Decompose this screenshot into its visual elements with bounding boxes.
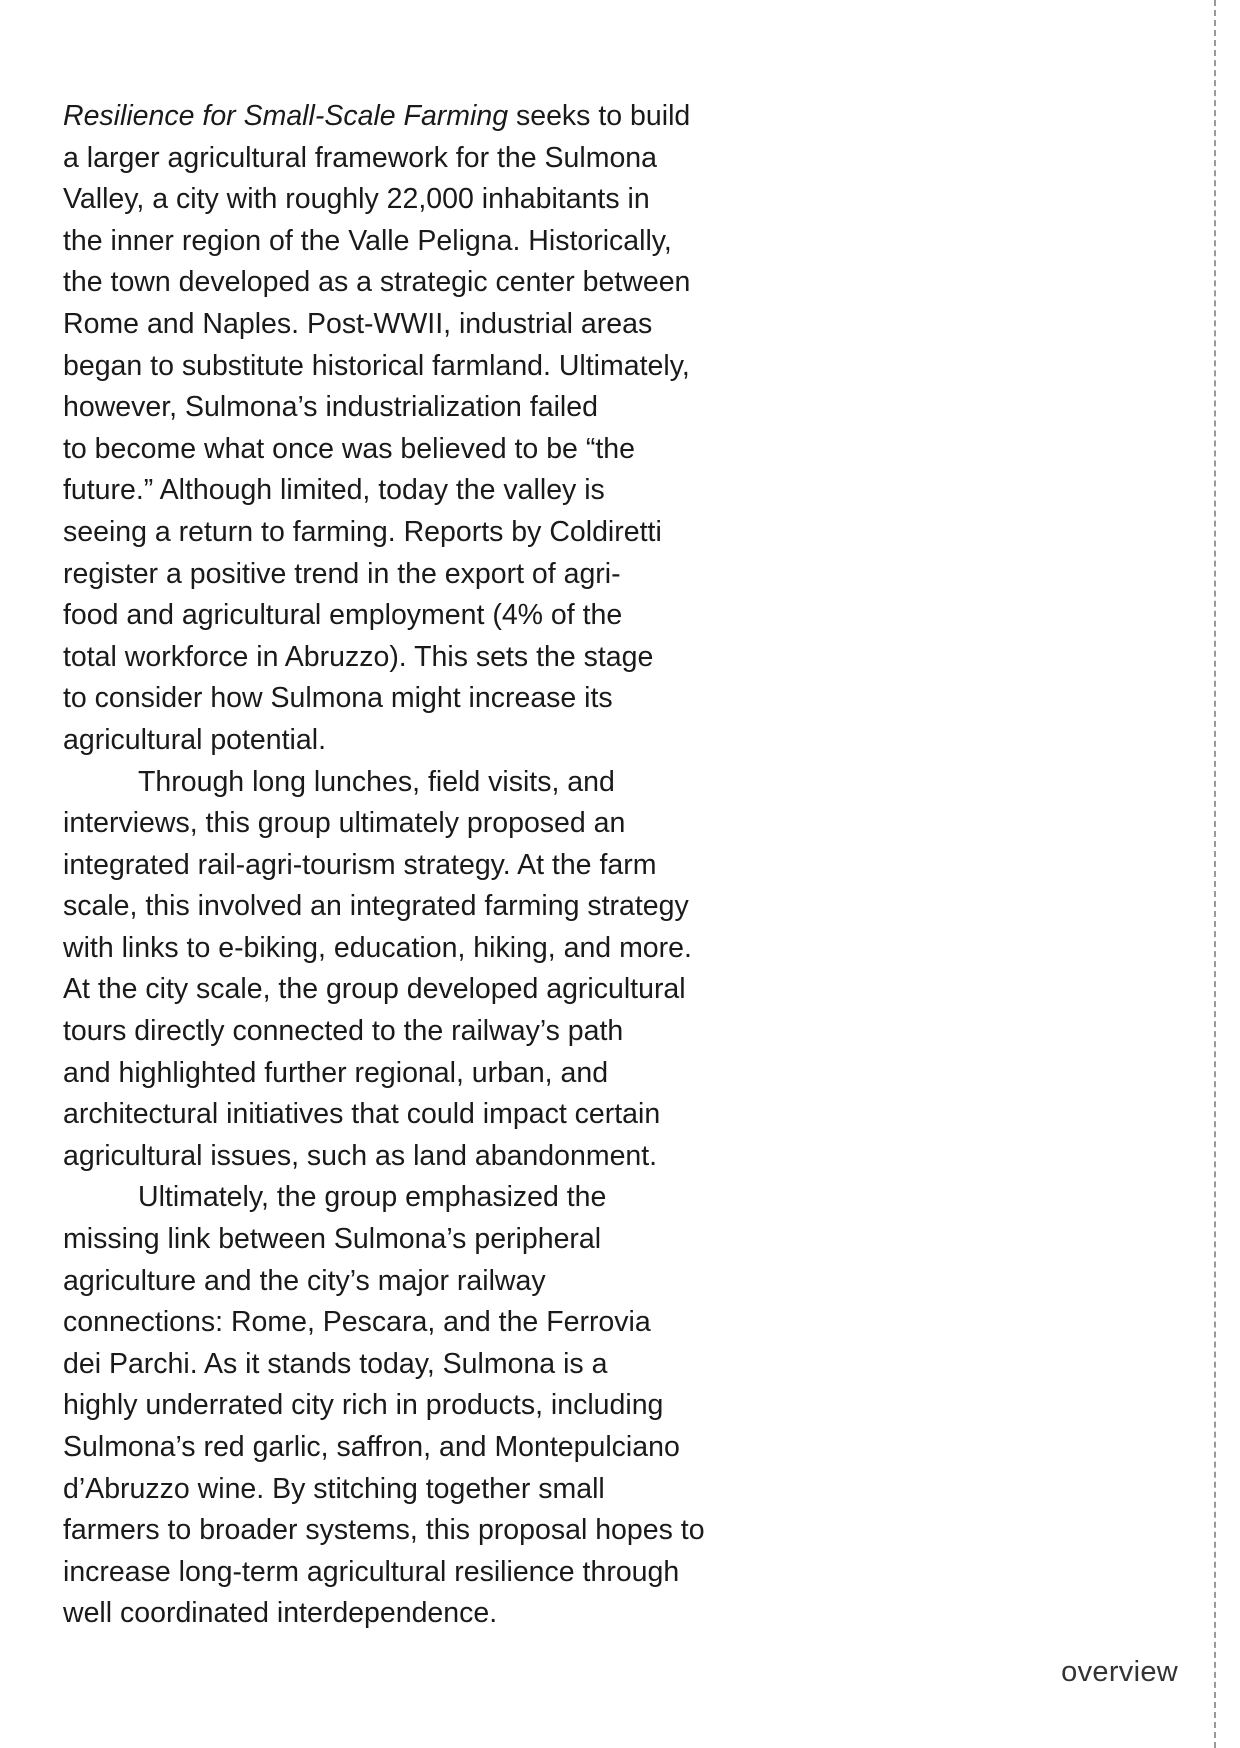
line-text: At the city scale, the group developed agricultural — [63, 973, 686, 1006]
line-text: Through long lunches, field visits, and — [138, 765, 615, 798]
line-text: highly underrated city rich in products, including — [63, 1389, 664, 1422]
text-line — [63, 1552, 813, 1594]
text-line — [63, 886, 813, 928]
line-text: well coordinated interdependence. — [63, 1597, 498, 1630]
text-line — [63, 1344, 813, 1386]
line-text: to become what once was believed to be “the — [63, 432, 635, 465]
line-text: missing link between Sulmona’s peripheral — [63, 1223, 602, 1256]
text-line — [63, 762, 813, 804]
paragraph-2 — [63, 762, 813, 1178]
line-text: Ultimately, the group emphasized the — [138, 1181, 607, 1214]
text-line — [63, 1094, 813, 1136]
line-text: a larger agricultural framework for the Sulmona — [63, 141, 658, 174]
line-text: total workforce in Abruzzo). This sets the stage — [63, 640, 654, 673]
text-line — [63, 969, 813, 1011]
text-line — [63, 595, 813, 637]
line-text: seeing a return to farming. Reports by Coldiretti — [63, 515, 662, 548]
line-text: the town developed as a strategic center between — [63, 266, 691, 299]
paragraph-1 — [63, 96, 813, 762]
paragraph-3 — [63, 1177, 813, 1635]
text-line — [63, 179, 813, 221]
text-line — [63, 387, 813, 429]
text-line — [63, 1136, 813, 1178]
text-line — [63, 1385, 813, 1427]
text-line — [63, 928, 813, 970]
line-text: dei Parchi. As it stands today, Sulmona is a — [63, 1347, 608, 1380]
line-text: architectural initiatives that could impact certain — [63, 1098, 661, 1131]
line-text: Valley, a city with roughly 22,000 inhabitants in — [63, 183, 650, 216]
text-line — [63, 221, 813, 263]
line-text: and highlighted further regional, urban, and — [63, 1056, 609, 1089]
text-line — [63, 1053, 813, 1095]
text-line — [63, 346, 813, 388]
project-title: Resilience for Small-Scale Farming — [63, 100, 509, 132]
text-line — [63, 803, 813, 845]
line-text: agricultural issues, such as land abandonment. — [63, 1139, 658, 1172]
section-label: overview — [1061, 1656, 1178, 1688]
text-line — [63, 304, 813, 346]
line-text: farmers to broader systems, this proposal hopes to — [63, 1514, 705, 1547]
line-text: agricultural potential. — [63, 723, 326, 756]
line-text: began to substitute historical farmland. Ultimately, — [63, 349, 690, 382]
text-line — [63, 1011, 813, 1053]
text-line — [63, 1261, 813, 1303]
line-text: seeks to build — [508, 100, 691, 132]
line-text: however, Sulmona’s industrialization failed — [63, 391, 598, 424]
text-line — [63, 637, 813, 679]
text-line — [63, 1177, 813, 1219]
text-line — [63, 1219, 813, 1261]
line-text: to consider how Sulmona might increase its — [63, 682, 613, 715]
line-text: integrated rail-agri-tourism strategy. At the farm — [63, 848, 657, 881]
text-line — [63, 262, 813, 304]
line-text: food and agricultural employment (4% of the — [63, 599, 623, 632]
body-text — [63, 96, 813, 1635]
page-edge-divider — [1214, 0, 1216, 1748]
line-text: scale, this involved an integrated farming strategy — [63, 890, 689, 923]
line-text: future.” Although limited, today the valley is — [63, 474, 605, 507]
line-text: agriculture and the city’s major railway — [63, 1264, 546, 1297]
text-line — [63, 470, 813, 512]
text-line — [63, 1427, 813, 1469]
text-line — [63, 554, 813, 596]
line-text: tours directly connected to the railway’s path — [63, 1015, 624, 1048]
line-text: Rome and Naples. Post-WWII, industrial areas — [63, 307, 653, 340]
text-line — [63, 512, 813, 554]
line-text: the inner region of the Valle Peligna. Historically, — [63, 224, 672, 257]
text-line — [63, 678, 813, 720]
text-line — [63, 845, 813, 887]
line-text: with links to e-biking, education, hiking, and more. — [63, 931, 692, 964]
text-line — [63, 720, 813, 762]
text-line — [63, 1302, 813, 1344]
text-line — [63, 429, 813, 471]
line-text: interviews, this group ultimately proposed an — [63, 807, 626, 840]
text-line — [63, 96, 813, 138]
text-line — [63, 1510, 813, 1552]
line-text: Sulmona’s red garlic, saffron, and Montepulciano — [63, 1431, 680, 1463]
line-text: connections: Rome, Pescara, and the Ferrovia — [63, 1306, 651, 1339]
line-text: register a positive trend in the export of agri- — [63, 557, 621, 590]
line-text: increase long-term agricultural resilience through — [63, 1555, 680, 1588]
line-text: d’Abruzzo wine. By stitching together small — [63, 1472, 605, 1505]
text-line — [63, 1593, 813, 1635]
text-line — [63, 1469, 813, 1511]
text-line — [63, 138, 813, 180]
